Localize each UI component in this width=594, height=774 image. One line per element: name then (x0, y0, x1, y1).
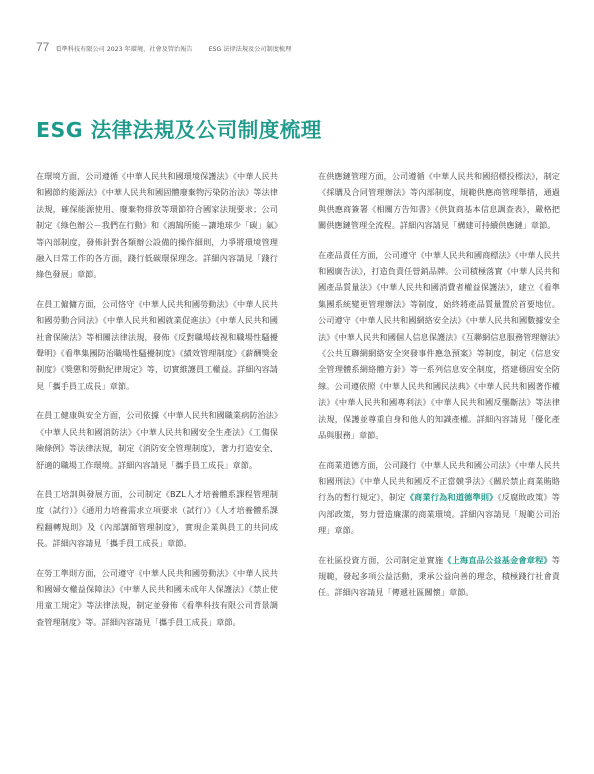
right-column (318, 168, 560, 614)
report-title: 看準科技有限公司 2023 年環境、社會及管治報告 (55, 46, 193, 53)
highlight-foundation-charter: 《上海直品公益基金會章程》 (443, 554, 552, 565)
paragraph-business-ethics: 在商業道德方面，公司踐行《中華人民共和國公司法》《中華人民共和國刑法》《中華人民共和國反不正當競爭法》《關於禁止商業賄賂行為的暫行規定》，制定《商業行為和道德準則》《反腐敗政策》等內部政策，努力營造廉潔的商業環境。詳細內容請見「規範公司治理」章節。 (318, 459, 560, 536)
paragraph-training: 在員工培訓與發展方面，公司制定《BZL人才培養體系課程管理制度（試行）》《通用力培養需求立項要求（試行）》《人才培養體系課程翻轉規則》及《內部講師管理制度》，實現企業與員工的共同成長。詳細內容請見「攜手員工成長」章節。 (36, 488, 278, 549)
paragraph-community-investment: 在社區投資方面，公司制定並實施《上海直品公益基金會章程》等規範，發起多項公益活動，秉承公益向善的理念，積極踐行社會責任。詳細內容請見「傳遞社區關懷」章節。 (318, 554, 560, 598)
paragraph-product-responsibility: 在產品責任方面，公司遵守《中華人民共和國商標法》《中華人民共和國廣告法》，打造負責任營銷品牌。公司積極落實《中華人民共和國產品質量法》《中華人民共和國消費者權益保護法》，建立《看準集團系統變更管理辦法》等制度，始終將產品質量置於首要地位。公司遵守《中華人民共和國網絡安全法》《中華人民共和國數據安全法》《中華人民共和國個人信息保護法》《互聯網信息服務管理辦法》《公共互聯網網絡安全突發事件應急預案》等制度，制定《信息安全管理體系網絡體方針》等一系列信息安全制度，搭建穩固安全防線。公司遵依照《中華人民共和國民法典》《中華人民共和國著作權法》《中華人民共和國專利法》《中華人民共和國反壟斷法》等法律法規，保護並尊重自身和他人的知識產權。詳細內容請見「優化產品與服務」章節。 (318, 249, 560, 441)
paragraph-labour-standards: 在勞工準則方面，公司遵守《中華人民共和國勞動法》《中華人民共和國婦女權益保障法》《中華人民共和國未成年人保護法》《禁止使用童工規定》等法律法規，制定並發佈《看準科技有限公司背景調查管理制度》等。詳細內容請見「攜手員工成長」章節。 (36, 567, 278, 627)
paragraph-employment: 在員工僱傭方面，公司恪守《中華人民共和國勞動法》《中華人民共和國勞動合同法》《中華人民共和國就業促進法》《中華人民共和國社會保險法》等相關法律法規，發佈《反對職場歧視和職場性騷擾聲明》《看準集團防治職場性騷擾制度》《績效管理制度》《薪酬獎金制度》《獎懲和勞動紀律規定》等，切實維護員工權益。詳細內容請見「攜手員工成長」章節。 (36, 298, 278, 391)
highlight-code-of-conduct: 《商業行為和道德準則》 (405, 492, 498, 503)
section-title: ESG 法律法規及公司制度梳理 (208, 46, 292, 53)
paragraph-supply-chain: 在供應鏈管理方面，公司遵循《中華人民共和國招標投標法》，制定《採購及合同管理辦法》等內部制度，規範供應商管理舉措，通過與供應商簽署《相關方告知書》《供貨商基本信息調查表》，嚴格把關供應鏈管理全流程。詳細內容請見「構建可持續供應鏈」章節。 (318, 171, 560, 231)
page-title: ESG 法律法規及公司制度梳理 (36, 118, 322, 142)
page-header (36, 40, 291, 54)
paragraph-environment: 在環境方面，公司遵循《中華人民共和國環境保護法》《中華人民共和國節約能源法》《中華人民共和國固體廢棄物污染防治法》等法律法規，確保能源使用、廢棄物排放等環節符合國家法規要求；公司制定《綠色辦公－我們在行動》和《鴻鵠所能－讓地球少「碳」氣》等內部制度，發佈針對各類辦公設備的操作細則，力爭將環境管理融入日常工作的各方面，踐行低碳環保理念。詳細內容請見「踐行綠色發展」章節。 (36, 171, 278, 280)
paragraph-health-safety: 在員工健康與安全方面，公司依據《中華人民共和國職業病防治法》《中華人民共和國消防法》《中華人民共和國安全生產法》《工傷保險條例》等法律法規，制定《消防安全管理制度》，著力打造安全、舒適的職場工作環境。詳細內容請見「攜手員工成長」章節。 (36, 410, 278, 470)
page-number: 77 (36, 40, 50, 54)
left-column (36, 168, 278, 643)
